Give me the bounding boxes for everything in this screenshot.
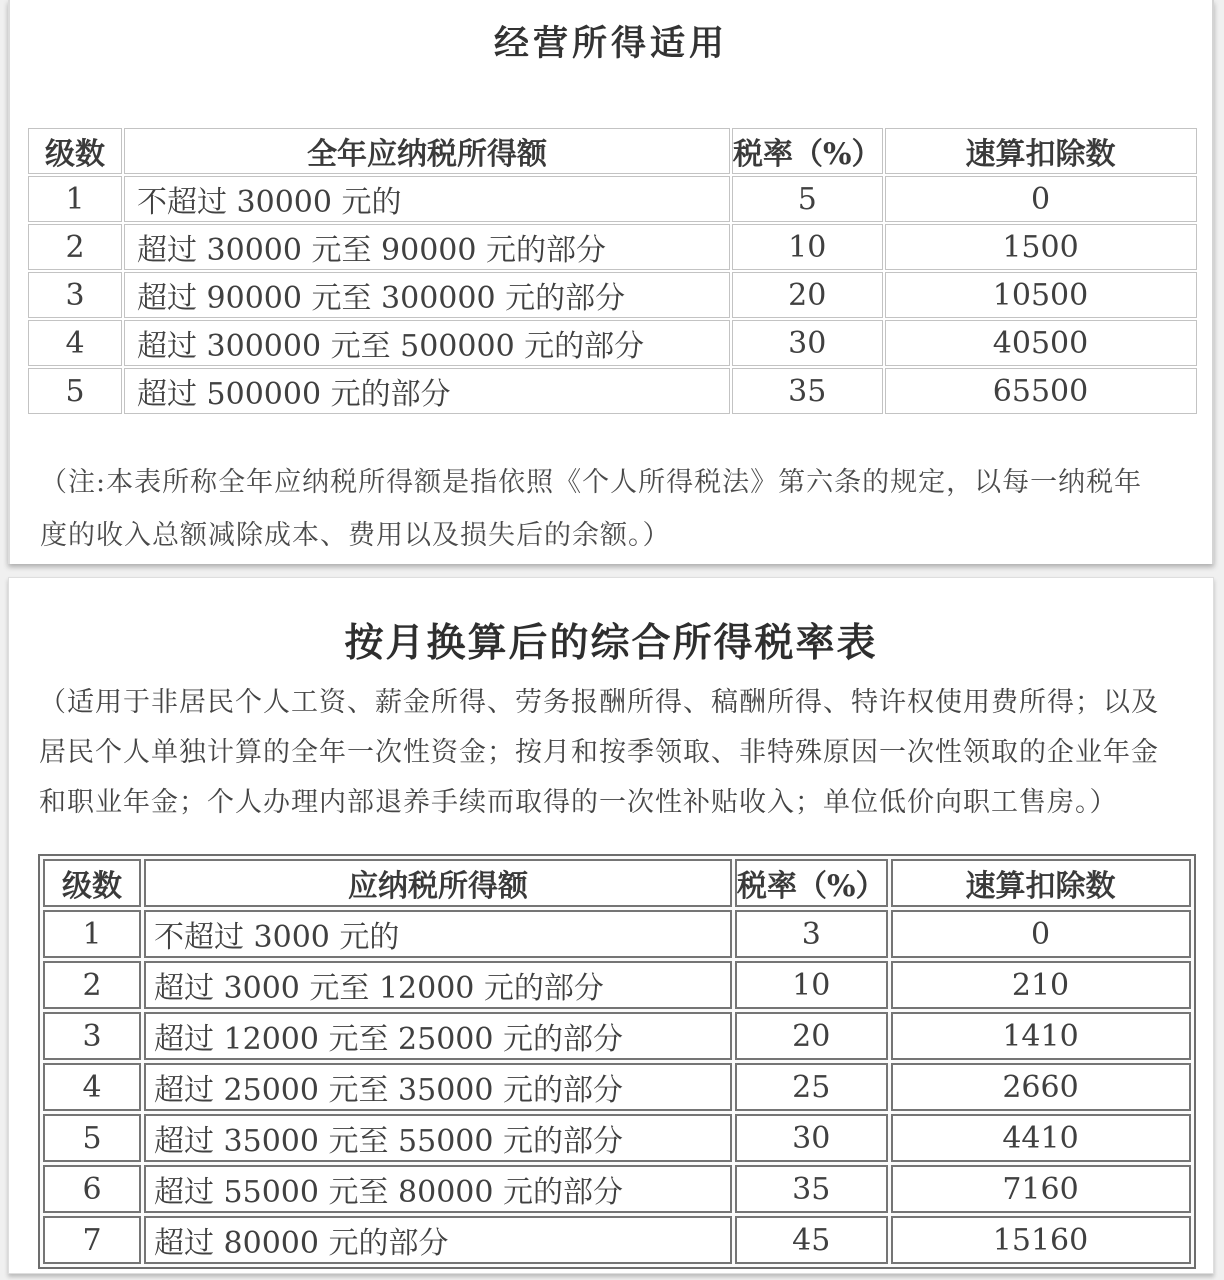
cell-tax-rate: 45 <box>735 1216 888 1264</box>
col-header-tax-rate: 税率（%） <box>735 859 888 907</box>
cell-quick-deduction: 4410 <box>891 1114 1191 1162</box>
table-row <box>28 272 1197 318</box>
table-row <box>28 176 1197 222</box>
note-line-1: （注:本表所称全年应纳税所得额是指依照《个人所得税法》第六条的规定，以每一纳税年 <box>40 467 1143 498</box>
intro-line-1: （适用于非居民个人工资、薪金所得、劳务报酬所得、稿酬所得、特许权使用费所得；以及 <box>39 687 1159 718</box>
table-row <box>43 910 1191 958</box>
cell-level: 2 <box>28 224 122 270</box>
cell-quick-deduction: 40500 <box>885 320 1197 366</box>
table1-note <box>40 456 1186 562</box>
cell-tax-rate: 35 <box>732 368 883 414</box>
business-income-section <box>8 0 1214 564</box>
cell-level: 2 <box>43 961 141 1009</box>
cell-level: 7 <box>43 1216 141 1264</box>
cell-tax-rate: 25 <box>735 1063 888 1111</box>
table-row <box>28 224 1197 270</box>
col-header-income-range: 应纳税所得额 <box>144 859 732 907</box>
col-header-quick-deduction: 速算扣除数 <box>891 859 1191 907</box>
table-row <box>43 1114 1191 1162</box>
cell-quick-deduction: 0 <box>885 176 1197 222</box>
cell-level: 1 <box>28 176 122 222</box>
cell-level: 5 <box>28 368 122 414</box>
table-row <box>28 368 1197 414</box>
cell-level: 6 <box>43 1165 141 1213</box>
intro-line-2: 居民个人单独计算的全年一次性资金；按月和按季领取、非特殊原因一次性领取的企业年金 <box>39 737 1159 768</box>
cell-income-range: 超过 300000 元至 500000 元的部分 <box>124 320 730 366</box>
cell-income-range: 不超过 30000 元的 <box>124 176 730 222</box>
cell-income-range: 不超过 3000 元的 <box>144 910 732 958</box>
cell-income-range: 超过 80000 元的部分 <box>144 1216 732 1264</box>
cell-quick-deduction: 1410 <box>891 1012 1191 1060</box>
col-header-tax-rate: 税率（%） <box>732 128 883 174</box>
intro-line-3: 和职业年金；个人办理内部退养手续而取得的一次性补贴收入；单位低价向职工售房。） <box>39 787 1118 818</box>
cell-level: 3 <box>43 1012 141 1060</box>
cell-tax-rate: 10 <box>735 961 888 1009</box>
cell-quick-deduction: 15160 <box>891 1216 1191 1264</box>
section2-title: 按月换算后的综合所得税率表 <box>344 620 878 666</box>
cell-level: 1 <box>43 910 141 958</box>
cell-tax-rate: 20 <box>732 272 883 318</box>
business-income-tax-table <box>26 126 1199 416</box>
cell-income-range: 超过 55000 元至 80000 元的部分 <box>144 1165 732 1213</box>
cell-tax-rate: 3 <box>735 910 888 958</box>
cell-income-range: 超过 90000 元至 300000 元的部分 <box>124 272 730 318</box>
cell-income-range: 超过 12000 元至 25000 元的部分 <box>144 1012 732 1060</box>
note-line-2: 度的收入总额减除成本、费用以及损失后的余额。） <box>40 520 671 551</box>
cell-quick-deduction: 0 <box>891 910 1191 958</box>
table-header-row <box>43 859 1191 907</box>
cell-income-range: 超过 25000 元至 35000 元的部分 <box>144 1063 732 1111</box>
cell-quick-deduction: 7160 <box>891 1165 1191 1213</box>
cell-tax-rate: 10 <box>732 224 883 270</box>
table-row <box>43 1063 1191 1111</box>
cell-level: 5 <box>43 1114 141 1162</box>
table-header-row <box>28 128 1197 174</box>
table-row <box>43 1012 1191 1060</box>
cell-tax-rate: 30 <box>732 320 883 366</box>
cell-level: 4 <box>28 320 122 366</box>
cell-income-range: 超过 500000 元的部分 <box>124 368 730 414</box>
cell-tax-rate: 5 <box>732 176 883 222</box>
col-header-income-range: 全年应纳税所得额 <box>124 128 730 174</box>
cell-income-range: 超过 3000 元至 12000 元的部分 <box>144 961 732 1009</box>
cell-tax-rate: 35 <box>735 1165 888 1213</box>
cell-level: 4 <box>43 1063 141 1111</box>
cell-tax-rate: 20 <box>735 1012 888 1060</box>
cell-quick-deduction: 10500 <box>885 272 1197 318</box>
cell-tax-rate: 30 <box>735 1114 888 1162</box>
monthly-converted-tax-table <box>38 854 1196 1269</box>
cell-income-range: 超过 30000 元至 90000 元的部分 <box>124 224 730 270</box>
col-header-quick-deduction: 速算扣除数 <box>885 128 1197 174</box>
cell-quick-deduction: 1500 <box>885 224 1197 270</box>
section1-title: 经营所得适用 <box>493 23 728 64</box>
table-row <box>43 1216 1191 1264</box>
col-header-level: 级数 <box>43 859 141 907</box>
monthly-converted-section <box>8 577 1214 1274</box>
table-row <box>43 1165 1191 1213</box>
table-row <box>43 961 1191 1009</box>
cell-quick-deduction: 65500 <box>885 368 1197 414</box>
cell-quick-deduction: 210 <box>891 961 1191 1009</box>
table2-applicability-note <box>39 678 1187 828</box>
table-row <box>28 320 1197 366</box>
cell-level: 3 <box>28 272 122 318</box>
cell-income-range: 超过 35000 元至 55000 元的部分 <box>144 1114 732 1162</box>
col-header-level: 级数 <box>28 128 122 174</box>
cell-quick-deduction: 2660 <box>891 1063 1191 1111</box>
